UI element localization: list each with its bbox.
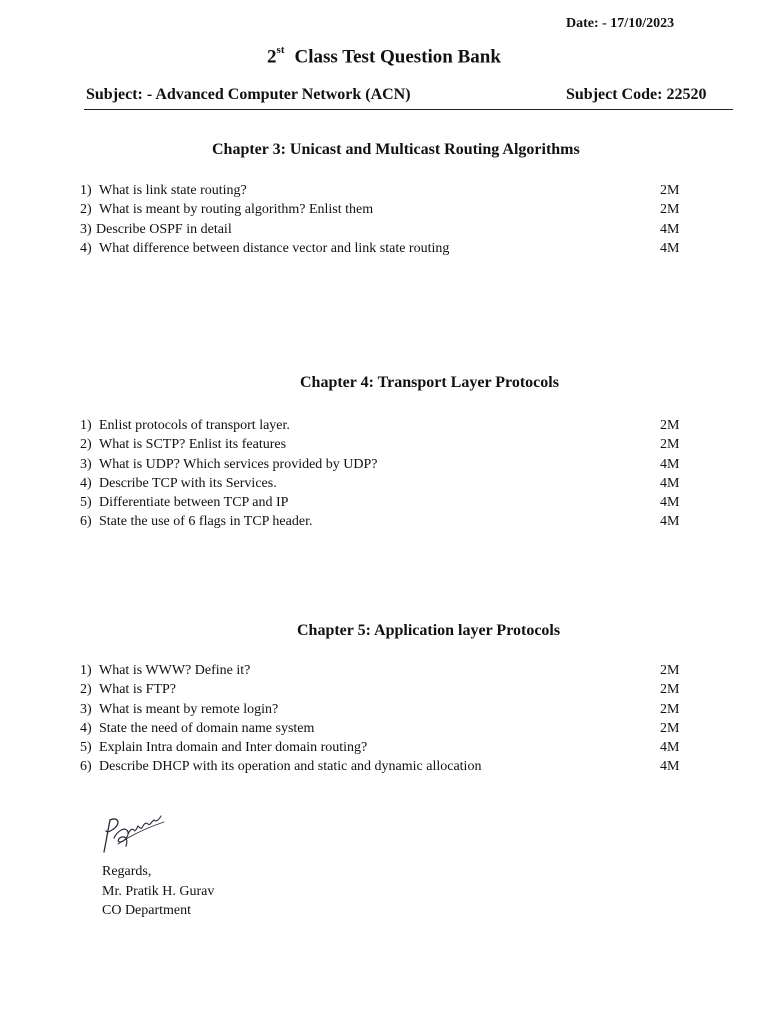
chapter-4-title: Chapter 4: Transport Layer Protocols <box>300 374 559 391</box>
question-item <box>80 435 700 454</box>
question-number: 2) <box>80 682 92 698</box>
signature-block <box>102 862 214 921</box>
question-item <box>80 680 700 699</box>
question-number: 4) <box>80 240 92 256</box>
header-divider <box>84 109 733 110</box>
subject-code: Subject Code: 22520 <box>566 86 707 103</box>
question-number: 3) <box>80 221 92 237</box>
question-item <box>80 416 700 435</box>
question-marks: 4M <box>660 475 680 491</box>
question-number: 1) <box>80 418 92 433</box>
question-text: Describe OSPF in detail <box>96 221 232 237</box>
question-number: 4) <box>80 475 92 491</box>
question-marks: 2M <box>660 183 680 198</box>
question-number: 2) <box>80 202 92 218</box>
title-ordinal-suffix: st <box>276 44 285 56</box>
document-title <box>0 46 768 68</box>
question-marks: 4M <box>660 759 680 775</box>
question-number: 1) <box>80 663 92 678</box>
chapter-3-title: Chapter 3: Unicast and Multicast Routing Algorithms <box>212 141 580 158</box>
question-text: What is link state routing? <box>99 183 247 198</box>
question-marks: 4M <box>660 514 680 530</box>
subject-name: Subject: - Advanced Computer Network (ACN) <box>86 86 411 103</box>
question-number: 3) <box>80 456 92 472</box>
document-date: Date: - 17/10/2023 <box>566 16 675 31</box>
question-text: What is meant by routing algorithm? Enlist them <box>99 202 374 218</box>
title-number: 2 <box>267 46 277 68</box>
question-text: What is WWW? Define it? <box>99 663 251 678</box>
chapter-4-questions <box>80 416 700 532</box>
question-item <box>80 474 700 493</box>
question-item <box>80 700 700 719</box>
question-marks: 2M <box>660 418 680 433</box>
question-text: What is SCTP? Enlist its features <box>99 437 287 453</box>
title-text: Class Test Question Bank <box>294 46 501 68</box>
question-item <box>80 455 700 474</box>
question-item <box>80 738 700 757</box>
question-marks: 2M <box>660 437 680 453</box>
question-text: State the use of 6 flags in TCP header. <box>99 514 313 530</box>
question-number: 4) <box>80 720 92 736</box>
question-marks: 2M <box>660 720 680 736</box>
question-number: 3) <box>80 701 92 717</box>
regards-text: Regards, <box>102 864 152 879</box>
question-item <box>80 200 700 219</box>
question-marks: 2M <box>660 682 680 698</box>
question-text: What is UDP? Which services provided by UDP? <box>99 456 378 472</box>
question-text: Describe TCP with its Services. <box>99 475 277 491</box>
question-item <box>80 661 700 680</box>
question-item <box>80 181 700 200</box>
question-item <box>80 239 700 258</box>
question-number: 2) <box>80 437 92 453</box>
question-text: Differentiate between TCP and IP <box>99 495 289 511</box>
question-text: Describe DHCP with its operation and static and dynamic allocation <box>99 759 482 775</box>
question-text: Explain Intra domain and Inter domain routing? <box>99 740 368 756</box>
chapter-5-questions <box>80 661 700 777</box>
question-marks: 4M <box>660 495 680 511</box>
question-marks: 4M <box>660 740 680 756</box>
question-item <box>80 512 700 531</box>
question-number: 5) <box>80 740 92 756</box>
handwritten-signature <box>98 812 170 856</box>
question-text: What difference between distance vector and link state routing <box>99 240 450 256</box>
question-number: 5) <box>80 495 92 511</box>
question-item <box>80 493 700 512</box>
question-text: What is FTP? <box>99 682 176 698</box>
question-number: 1) <box>80 183 92 198</box>
question-item <box>80 757 700 776</box>
question-marks: 2M <box>660 202 680 218</box>
question-text: Enlist protocols of transport layer. <box>99 418 290 433</box>
signatory-department: CO Department <box>102 903 192 918</box>
question-item <box>80 220 700 239</box>
question-text: State the need of domain name system <box>99 720 315 736</box>
question-marks: 2M <box>660 663 680 678</box>
question-marks: 4M <box>660 240 680 256</box>
question-marks: 2M <box>660 701 680 717</box>
question-item <box>80 719 700 738</box>
question-marks: 4M <box>660 456 680 472</box>
chapter-5-title: Chapter 5: Application layer Protocols <box>297 622 561 639</box>
question-number: 6) <box>80 759 92 775</box>
question-text: What is meant by remote login? <box>99 701 279 717</box>
chapter-3-questions <box>80 181 700 258</box>
question-marks: 4M <box>660 221 680 237</box>
question-number: 6) <box>80 514 92 530</box>
signatory-name: Mr. Pratik H. Gurav <box>102 883 215 899</box>
